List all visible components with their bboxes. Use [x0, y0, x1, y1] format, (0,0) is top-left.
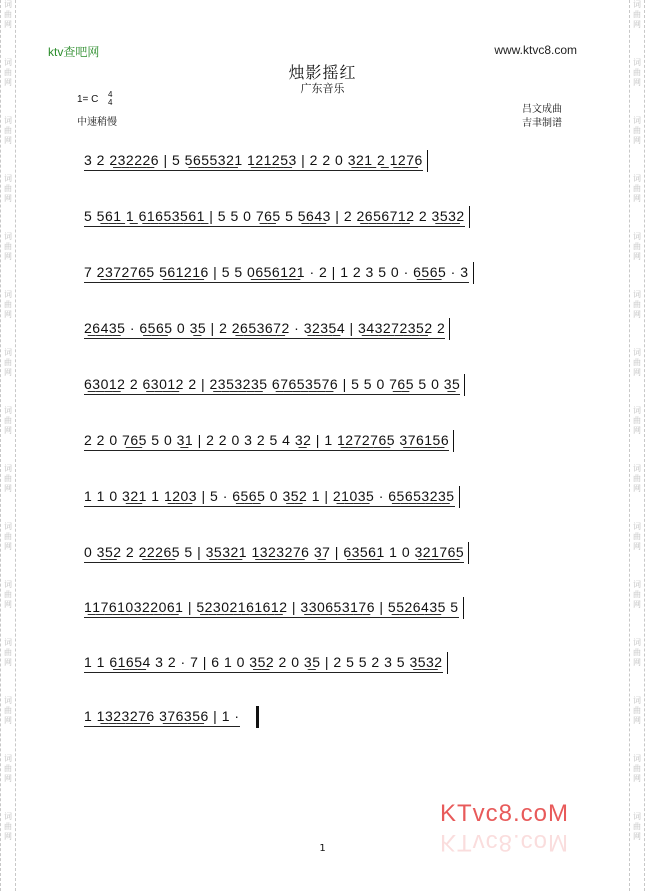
score-line-text: 1̲1̲7̲6̲1̲0̲3̲2̲2̲0̲6̲1 | 5̲2̲3̲0̲2̲1̲6̲1̲6̲1̲2 | 3̲3̲0̲6̲5̲3̲1̲7̲6 | 5̲5̲2̲6̲4̲3̲5 5 [84, 599, 459, 618]
score-line [84, 652, 448, 674]
barline [464, 374, 465, 396]
score-line [84, 597, 464, 619]
watermark-text: 词曲网 [4, 580, 12, 609]
score-line-text: 1 1 6̲1̲6̲5̲4 3 2 · 7 | 6 1 0 3̲5̲2 2 0 3̲5 | 2 5 5 2 3 5 3̲5̲3̲2 [84, 654, 443, 673]
final-barline [256, 706, 259, 728]
watermark-text: 词曲网 [633, 696, 641, 725]
watermark-text: 词曲网 [4, 116, 12, 145]
tempo-marking: 中速稍慢 [77, 117, 117, 128]
score-line [84, 150, 428, 172]
key-signature: 1= C [77, 94, 99, 105]
watermark-text: 词曲网 [633, 812, 641, 841]
watermark-text: 词曲网 [633, 754, 641, 783]
composer-credit: 吕文成曲 [522, 104, 562, 115]
watermark-text: 词曲网 [633, 58, 641, 87]
watermark-text: 词曲网 [4, 464, 12, 493]
watermark-text: 词曲网 [633, 348, 641, 377]
barline [447, 652, 448, 674]
watermark-text: 词曲网 [4, 754, 12, 783]
site-url-link[interactable]: www.ktvc8.com [494, 43, 577, 57]
watermark-text: 词曲网 [4, 696, 12, 725]
watermark-text: 词曲网 [4, 232, 12, 261]
watermark-text: 词曲网 [633, 290, 641, 319]
watermark-text: 词曲网 [633, 522, 641, 551]
watermark-text: 词曲网 [4, 522, 12, 551]
time-signature-bottom: 4 [108, 98, 113, 107]
watermark-text: 词曲网 [633, 116, 641, 145]
barline [449, 318, 450, 340]
time-signature [108, 91, 112, 107]
watermark-text: 词曲网 [633, 174, 641, 203]
score-line [84, 542, 469, 564]
score-line [84, 374, 465, 396]
barline [453, 430, 454, 452]
score-line-text: 3 2 2̲3̲2̲2̲2̲6 | 5 5̲6̲5̲5̲3̲2̲1 1̲2̲1̲2̲5̲3 | 2 2 0 3̲2̲1̲ 2̲ 1̲2̲7̲6 [84, 152, 423, 171]
watermark-text: 词曲网 [633, 406, 641, 435]
score-line [84, 430, 454, 452]
score-line-text: 2̲6̲4̲3̲5 · 6̲5̲6̲5 0 3̲5 | 2 2̲6̲5̲3̲6̲7̲2 · 3̲2̲3̲5̲4 | 3̲4̲3̲2̲7̲2̲3̲5̲2 2 [84, 320, 445, 339]
score-line-text: 1 1̲3̲2̲3̲2̲7̲6 3̲7̲6̲3̲5̲6 | 1 · [84, 708, 240, 727]
song-title: 烛影摇红 [288, 63, 357, 82]
barline [473, 262, 474, 284]
song-genre: 广东音乐 [300, 82, 345, 95]
left-watermark-strip [0, 0, 16, 891]
score-line-text: 6̲3̲0̲1̲2 2 6̲3̲0̲1̲2 2 | 2̲3̲5̲3̲2̲3̲5 6̲7̲6̲5̲3̲5̲7̲6 | 5 5 0 7̲6̲5 5 0 3̲5 [84, 376, 460, 395]
watermark-text: 词曲网 [4, 348, 12, 377]
page-number: 1 [319, 843, 326, 854]
watermark-text: 词曲网 [633, 232, 641, 261]
score-line-text: 1 1 0 3̲2̲1 1 1̲2̲0̲3 | 5 · 6̲5̲6̲5 0 3̲5̲2 1 | 2̲1̲0̲3̲5 · 6̲5̲6̲5̲3̲2̲3̲5 [84, 488, 455, 507]
score-line [84, 206, 470, 228]
score-line-text: 5 5̲6̲1̲ 1̲ 6̲1̲6̲5̲3̲5̲6̲1̲ | 5 5 0 7̲6̲5 5 5̲6̲4̲3 | 2 2̲6̲5̲6̲7̲1̲2 2 3̲5̲3̲2 [84, 208, 465, 227]
watermark-text: 词曲网 [633, 580, 641, 609]
watermark-text: 词曲网 [633, 638, 641, 667]
site-name-link[interactable]: ktv查吧网 [48, 45, 100, 59]
score-line-text: 0 3̲5̲2 2 2̲2̲2̲6̲5 5 | 3̲5̲3̲2̲1 1̲3̲2̲3̲2̲7̲6 3̲7 | 6̲3̲5̲6̲1 1 0 3̲2̲1̲7̲6̲5 [84, 544, 464, 563]
watermark-text: 词曲网 [4, 812, 12, 841]
watermark-text: 词曲网 [633, 464, 641, 493]
ktvc8-logo-reflection: KTvc8.coM [440, 829, 570, 856]
right-watermark-strip [629, 0, 645, 891]
watermark-text: 词曲网 [4, 0, 12, 29]
score-line [84, 706, 259, 728]
watermark-text: 词曲网 [4, 638, 12, 667]
watermark-text: 词曲网 [633, 0, 641, 29]
barline [459, 486, 460, 508]
watermark-text: 词曲网 [4, 406, 12, 435]
arranger-credit: 吉聿制谱 [522, 118, 562, 129]
barline [468, 542, 469, 564]
watermark-text: 词曲网 [4, 290, 12, 319]
barline [463, 597, 464, 619]
score-line [84, 486, 460, 508]
barline [469, 206, 470, 228]
ktvc8-logo: KTvc8.coM [440, 800, 570, 827]
watermark-text: 词曲网 [4, 58, 12, 87]
score-line-text: 7 2̲3̲7̲2̲7̲6̲5 5̲6̲1̲2̲1̲6 | 5 5 0̲6̲5̲6̲1̲2̲1 · 2 | 1 2 3 5 0 · 6̲5̲6̲5 · 3 [84, 264, 469, 283]
score-line-text: 2 2 0 7̲6̲5 5 0 3̲1 | 2 2 0 3 2 5 4 3̲2 | 1 1̲2̲7̲2̲7̲6̲5 3̲7̲6̲1̲5̲6 [84, 432, 449, 451]
watermark-text: 词曲网 [4, 174, 12, 203]
score-line [84, 262, 474, 284]
barline [427, 150, 428, 172]
time-signature-top: 4 [108, 90, 113, 99]
score-line [84, 318, 450, 340]
